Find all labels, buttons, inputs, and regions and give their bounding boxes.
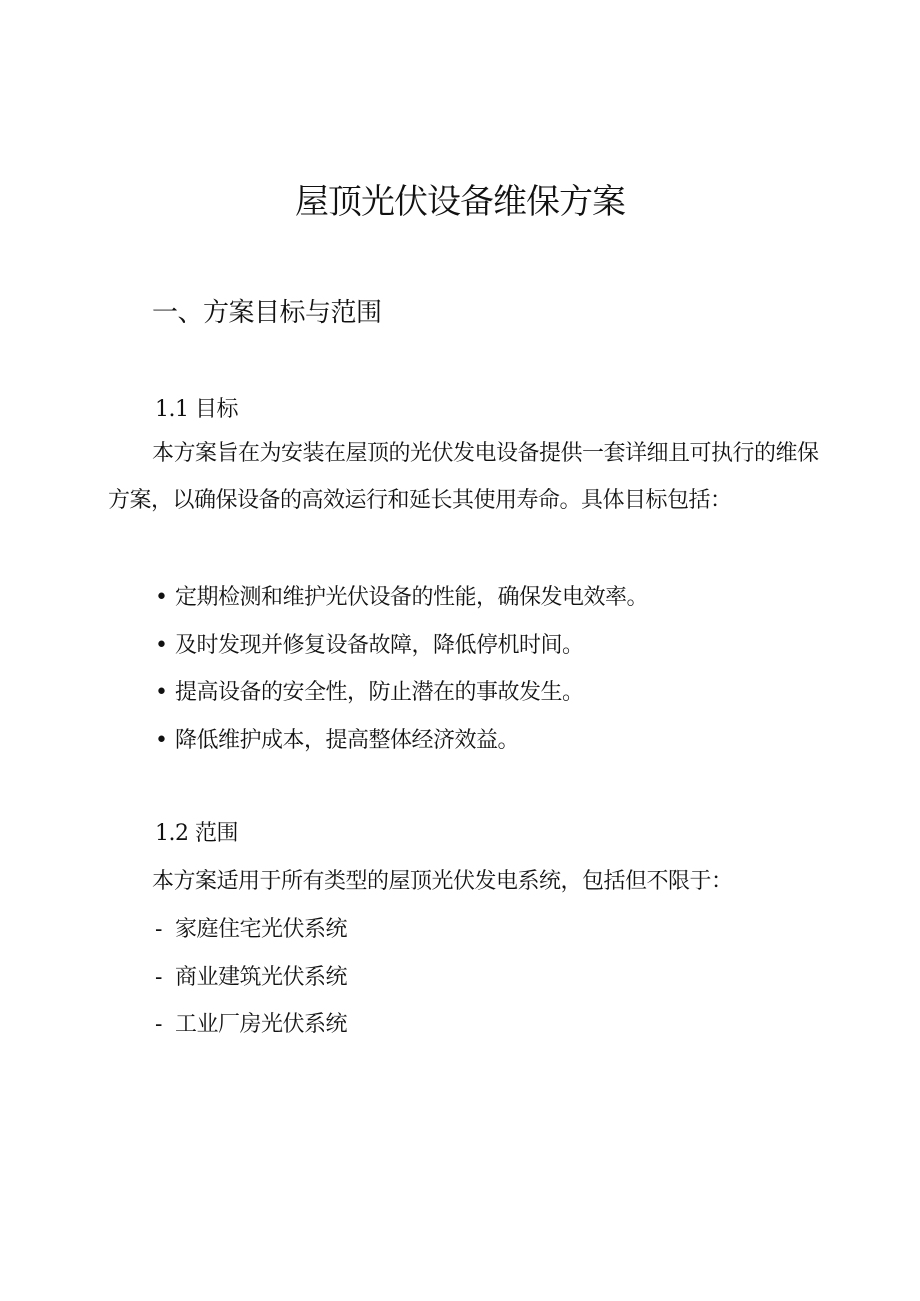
list-item: [155, 622, 648, 670]
goals-paragraph: 本方案旨在为安装在屋顶的光伏发电设备提供一套详细且可执行的维保方案，以确保设备的高效运行和延长其使用寿命。具体目标包括：: [108, 441, 819, 513]
document-title: 屋顶光伏设备维保方案: [295, 182, 625, 222]
subheading-scope: 1.2 范围: [155, 821, 238, 846]
bullet-marker: •: [155, 585, 168, 610]
dash-marker: -: [155, 917, 162, 942]
scope-dash-list: [155, 906, 347, 1049]
bullet-marker: •: [155, 632, 168, 658]
subheading-goals: 1.1 目标: [155, 397, 238, 422]
list-item-text: 家庭住宅光伏系统: [175, 917, 348, 942]
list-item: [155, 717, 648, 765]
section-heading-goals-scope: 一、方案目标与范围: [152, 298, 382, 328]
list-item: [155, 906, 347, 954]
list-item-text: 降低维护成本，提高整体经济效益。: [175, 727, 520, 753]
list-item-text: 商业建筑光伏系统: [175, 964, 348, 990]
list-item: [155, 1001, 347, 1049]
scope-intro: 本方案适用于所有类型的屋顶光伏发电系统，包括但不限于：: [152, 869, 733, 894]
dash-marker: -: [155, 964, 162, 990]
list-item-text: 提高设备的安全性，防止潜在的事故发生。: [175, 680, 584, 705]
list-item: [155, 669, 648, 717]
list-item: [155, 574, 648, 622]
bullet-marker: •: [155, 727, 168, 753]
bullet-marker: •: [155, 680, 168, 705]
dash-marker: -: [155, 1012, 162, 1037]
list-item: [155, 954, 347, 1002]
list-item-text: 及时发现并修复设备故障，降低停机时间。: [175, 632, 584, 658]
goals-bullet-list: [155, 574, 648, 764]
list-item-text: 定期检测和维护光伏设备的性能，确保发电效率。: [175, 585, 649, 610]
list-item-text: 工业厂房光伏系统: [175, 1012, 348, 1037]
